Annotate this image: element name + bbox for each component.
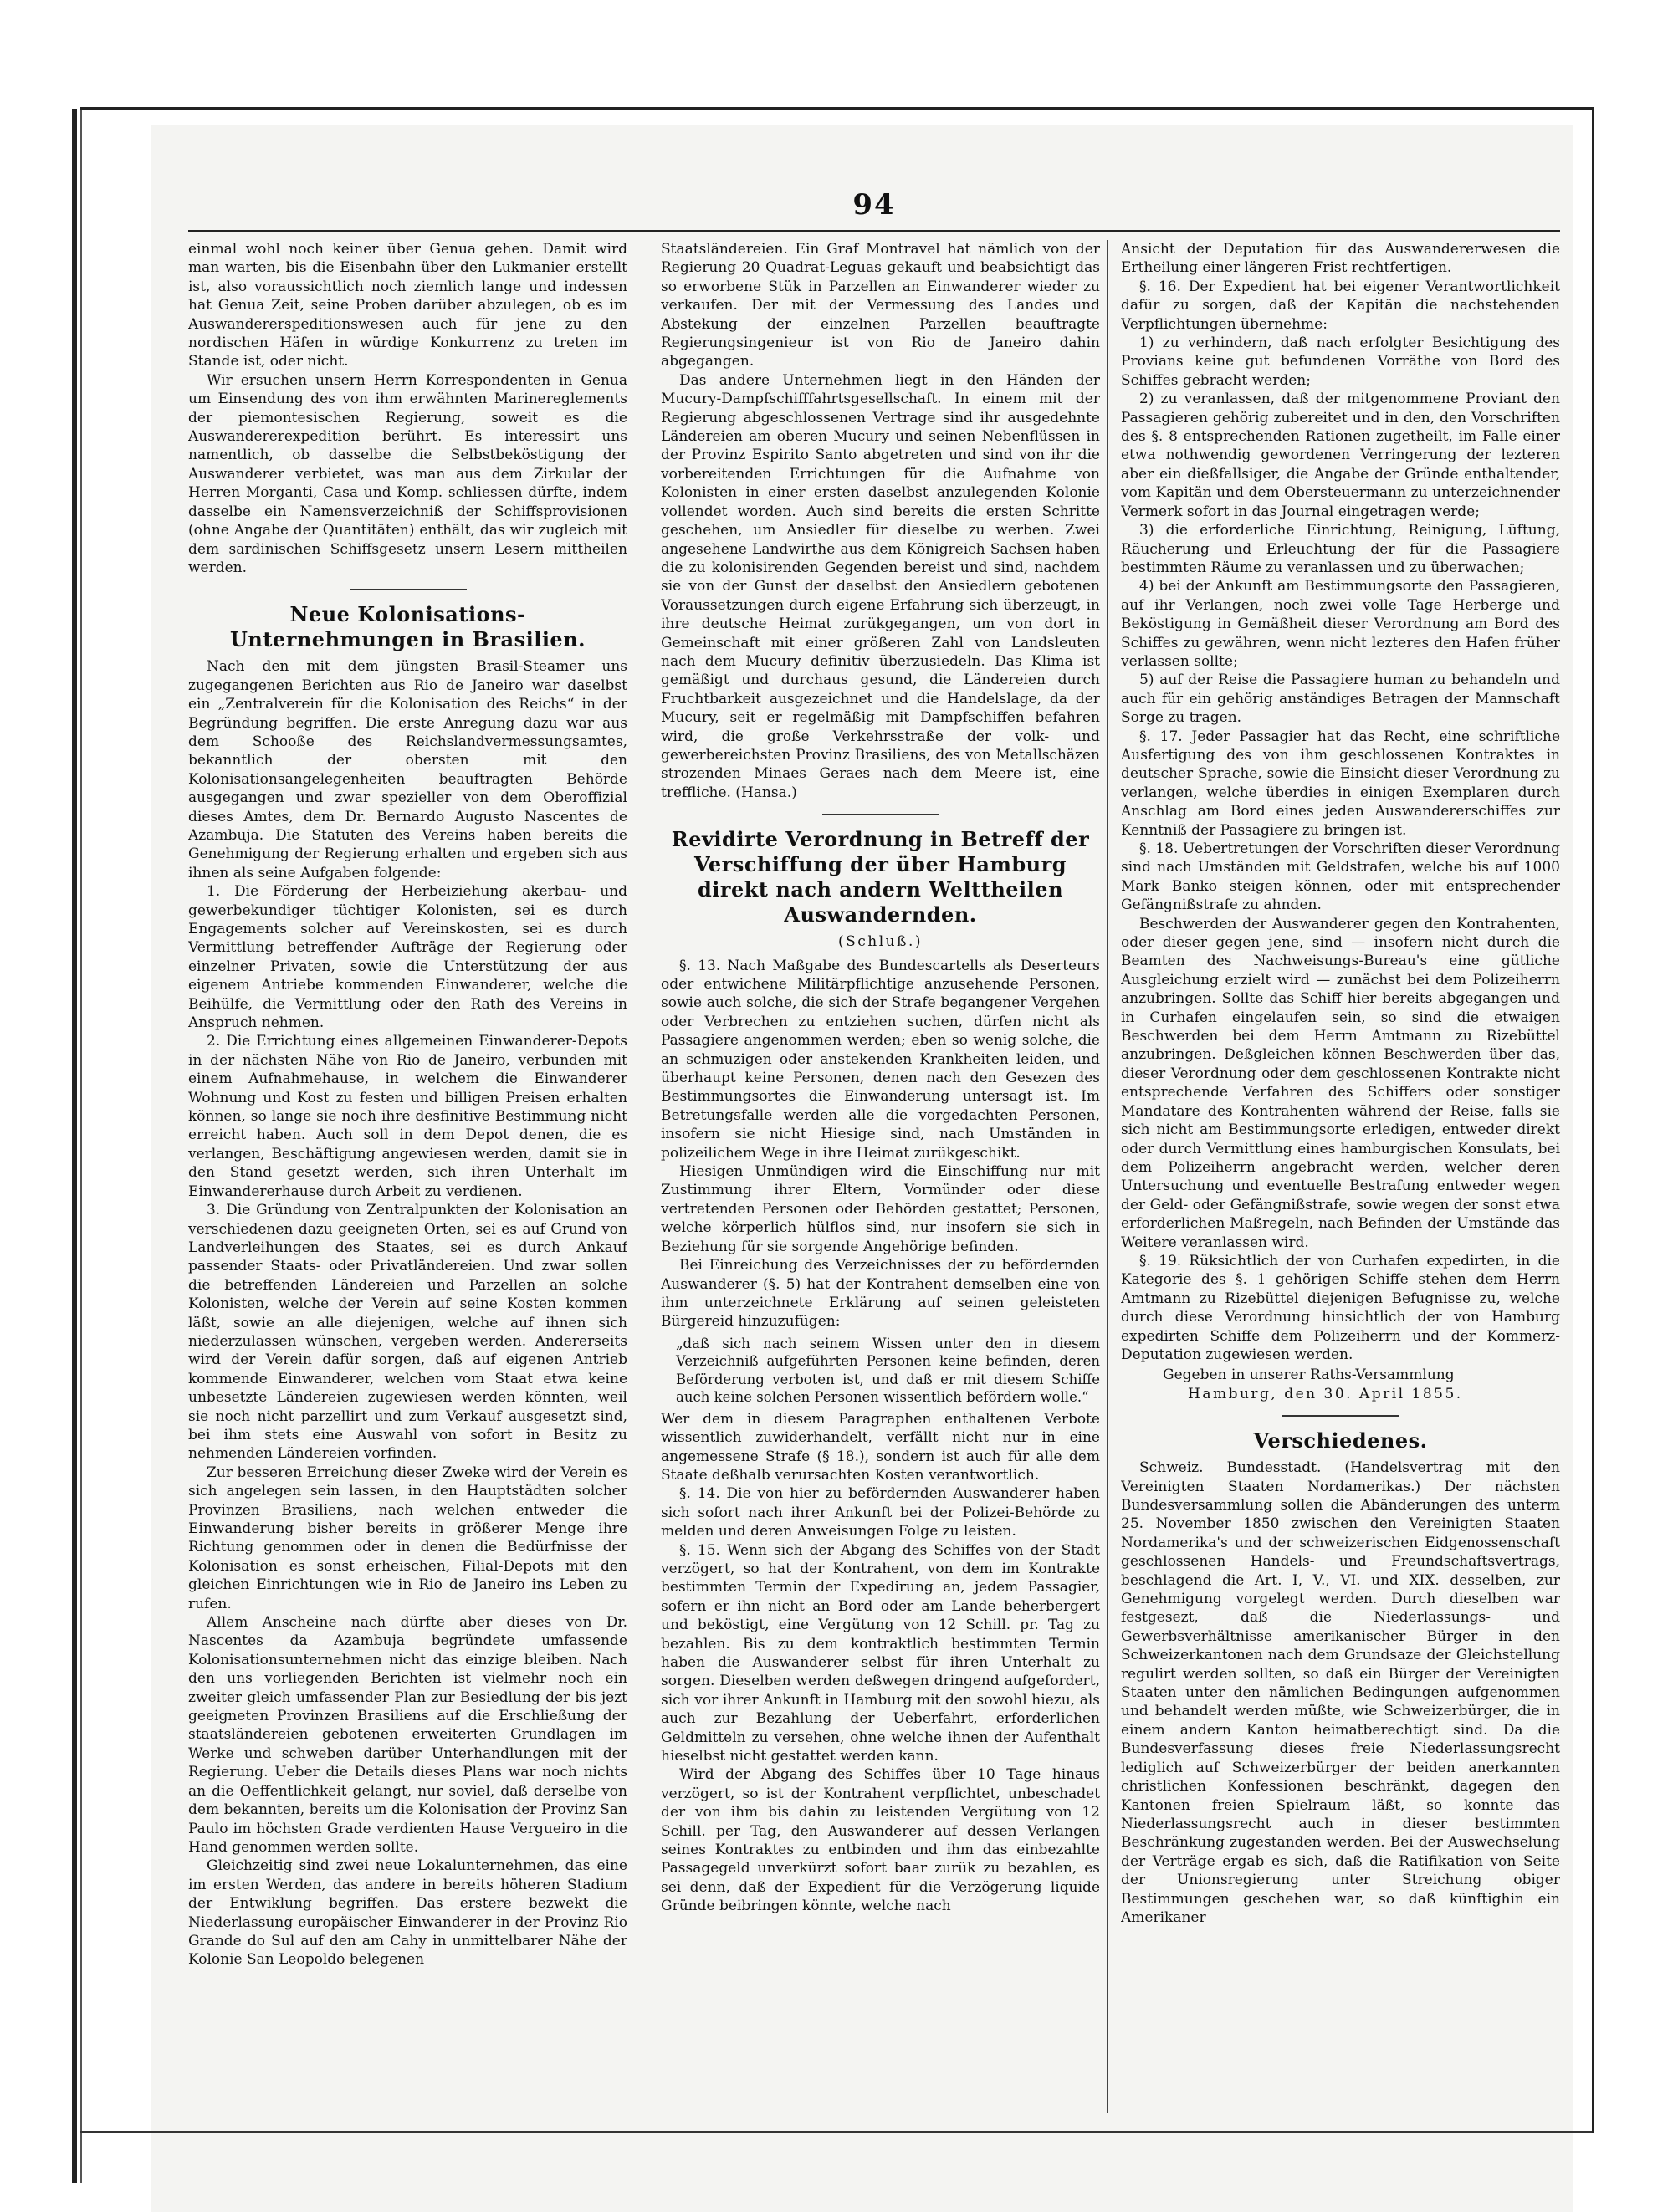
article-paragraph: Gleichzeitig sind zwei neue Lokalunternehmen, das eine im ersten Werden, das andere in bereits höheren Stadium der Entwiklung begriffen. Das erstere bezwekt die Niederlassung europäischer Einwanderer in der Provinz Rio Grande do Sul auf den am Cahy in unmittelbarer Nähe der Kolonie San Leopoldo belegenen (188, 1857, 627, 1969)
article-separator (350, 589, 467, 590)
signature-date: Hamburg, den 30. April 1855. (1188, 1385, 1463, 1402)
article-paragraph: Hiesigen Unmündigen wird die Einschiffung nur mit Zustimmung ihrer Eltern, Vormünder oder diese vertretenden Personen oder Behörden gestattet; Personen, welche körperlich hülflos sind, nur insofern sie sich in Beziehung für sie sorgende Angehörige befinden. (661, 1163, 1100, 1255)
article-paragraph: 3. Die Gründung von Zentralpunkten der Kolonisation an verschiedenen dazu geeigneten Orten, sei es auf Grund von Landverleihungen des Staates, sei es durch Ankauf passender Staats- oder Privatländereien. Und zwar sollen die betreffenden Ländereien und Parzellen an solche Kolonisten, welche der Verein auf seine Kosten kommen läßt, sowie an alle diejenigen, welche auf ihnen sich niederzulassen wünschen, vergeben werden. Andererseits wird der Verein dafür sorgen, daß auf eigenen Antrieb kommende Einwanderer, welchen vom Staat etwa keine unbesetzte Ländereien zugewiesen werden könnten, weil sie noch nicht parzellirt und zum Verkauf ausgesetzt sind, bei ihm stets eine Auswahl von sofort in Besitz zu nehmenden Ländereien vorfinden. (188, 1202, 627, 1463)
article-heading: Verschiedenes. (1253, 1428, 1428, 1453)
article-paragraph: Wird der Abgang des Schiffes über 10 Tage hinaus verzögert, so ist der Kontrahent verpflichtet, unbeschadet der von ihm bis dahin zu leistenden Vergütung von 12 Schill. per Tag, den Auswanderer auf dessen Verlangen seines Kontraktes zu entbinden und ihm das einbezahlte Passagegeld unverkürzt sofort baar zurük zu bezahlen, es sei denn, daß der Expedient für die Verzögerung liquide Gründe beibringen könnte, welche nach (661, 1766, 1100, 1915)
article-paragraph: Ansicht der Deputation für das Auswandererwesen die Ertheilung einer längeren Frist rechtfertigen. (1121, 241, 1560, 277)
column-divider (1107, 240, 1108, 2113)
article-paragraph: §. 14. Die von hier zu befördernden Auswanderer haben sich sofort nach ihrer Ankunft bei der Polizei-Behörde zu melden und deren Anweisungen Folge zu leisten. (661, 1485, 1100, 1540)
article-paragraph: Nach den mit dem jüngsten Brasil-Steamer uns zugegangenen Berichten aus Rio de Janeiro war daselbst ein „Zentralverein für die Kolonisation des Reichs“ in der Begründung begriffen. Die erste Anregung dazu war aus dem Schooße des Reichslandvermessungsamtes, bekanntlich der obersten mit den Kolonisationsangelegenheiten beauftragten Behörde ausgegangen und zwar spezieller von dem Oberoffizial dieses Amtes, dem Dr. Bernardo Augusto Nascentes de Azambuja. Die Statuten des Vereins haben bereits die Genehmigung der Regierung erhalten und ergeben sich aus ihnen als seine Aufgaben folgende: (188, 658, 627, 881)
column-2 (661, 240, 1100, 2113)
article-paragraph: Wer dem in diesem Paragraphen enthaltenen Verbote wissentlich zuwiderhandelt, verfällt nicht nur in eine angemessene Strafe (§ 18.), sondern ist auch für alle dem Staate deßhalb verursachten Kosten verantwortlich. (661, 1410, 1100, 1484)
page-border-right (1592, 107, 1594, 2133)
article-paragraph: Zur besseren Erreichung dieser Zweke wird der Verein es sich angelegen sein lassen, in den Hauptstädten solcher Provinzen Brasiliens, nach welchen entweder die Einwanderung bisher bereits in größerer Menge ihre Richtung genommen oder in denen die Bedürfnisse der Kolonisation es sonst erheischen, Filial-Depots mit den gleichen Einrichtungen wie in Rio de Janeiro ins Leben zu rufen. (188, 1464, 627, 1612)
newspaper-page (188, 188, 1560, 2128)
article-paragraph: 1) zu verhindern, daß nach erfolgter Besichtigung des Provians keine gut befundenen Vorräthe von Bord des Schiffes gebracht werden; (1121, 335, 1560, 389)
quote-text: „daß sich nach seinem Wissen unter den in diesem Verzeichniß aufgeführten Personen keine befinden, deren Beförderung verboten ist, und daß er mit diesem Schiffe auch keine solchen Personen wissentlich befördern wolle.“ (676, 1335, 1100, 1406)
article-paragraph: Wir ersuchen unsern Herrn Korrespondenten in Genua um Einsendung des von ihm erwähnten Marinereglements der piemontesischen Regierung, soweit es die Auswandererexpedition berührt. Es interessirt uns namentlich, ob dasselbe die Selbstbeköstigung der Auswanderer verbietet, was man aus dem Zirkular der Herren Morganti, Casa und Komp. schliessen dürfte, indem dasselbe ein Namensverzeichniß der Schiffsprovisionen (ohne Angabe der Quantitäten) enthält, das wir zugleich mit dem sardinischen Schiffsgesetz unsern Lesern mittheilen werden. (188, 371, 627, 576)
page-border-bottom (80, 2131, 1594, 2133)
binding-edge (72, 109, 77, 2183)
article-paragraph: §. 17. Jeder Passagier hat das Recht, eine schriftliche Ausfertigung des von ihm geschlossenen Kontraktes in deutscher Sprache, sowie die Einsicht dieser Verordnung zu verlangen, welche überdies in einigen Exemplaren durch Anschlag am Bord eines jeden Auswandererschiffes zur Kenntniß der Passagiere zu bringen ist. (1121, 728, 1560, 839)
article-paragraph: 5) auf der Reise die Passagiere human zu behandeln und auch für ein gehörig anständiges Betragen der Mannschaft Sorge zu tragen. (1121, 672, 1560, 727)
page-number: 94 (852, 188, 896, 222)
article-heading: Neue Kolonisations-Unternehmungen in Brasilien. (229, 602, 586, 652)
article-paragraph: §. 18. Uebertretungen der Vorschriften dieser Verordnung sind nach Umständen mit Geldstrafen, welche bis auf 1000 Mark Banko steigen können, oder mit entsprechender Gefängnißstrafe zu ahnden. (1121, 840, 1560, 914)
article-separator (1282, 1415, 1399, 1417)
article-paragraph: §. 15. Wenn sich der Abgang des Schiffes von der Stadt verzögert, so hat der Kontrahent, von dem im Kontrakte bestimmten Termin der Expedirung an, jedem Passagier, sofern er ihn nicht an Bord oder am Lande beherbergert und beköstigt, eine Vergütung von 12 Schill. pr. Tag zu bezahlen. Bis zu dem kontraktlich bestimmten Termin haben die Auswanderer selbst für ihren Unterhalt zu sorgen. Dieselben werden deßwegen dringend aufgefordert, sich vor ihrer Ankunft in Hamburg mit den sowohl hiezu, als auch zur Bezahlung der Ueberfahrt, erforderlichen Geldmitteln zu versehen, ohne welche ihnen der Aufenthalt hieselbst nicht gestattet werden kann. (661, 1541, 1100, 1765)
article-paragraph: Bei Einreichung des Verzeichnisses der zu befördernden Auswanderer (§. 5) hat der Kontrahent demselben eine von ihm unterzeichnete Erklärung auf seinen geleisteten Bürgereid hinzuzufügen: (661, 1257, 1100, 1331)
article-paragraph: Staatsländereien. Ein Graf Montravel hat nämlich von der Regierung 20 Quadrat-Leguas gekauft und beabsichtigt das so erworbene Stük in Parzellen an Einwanderer wieder zu verkaufen. Der mit der Vermessung des Landes und Abstekung der einzelnen Parzellen beauftragte Regierungsingenieur ist von Rio de Janeiro dahin abgegangen. (661, 241, 1100, 370)
article-paragraph: §. 19. Rüksichtlich der von Curhafen expedirten, in die Kategorie des §. 1 gehörigen Schiffe stehen dem Herrn Amtmann zu Rizebüttel diejenigen Befugnisse zu, welche durch diese Verordnung hinsichtlich der von Hamburg expedirten Schiffe dem Polizeiherrn und der Kommerz-Deputation zugewiesen werden. (1121, 1252, 1560, 1363)
article-paragraph: §. 16. Der Expedient hat bei eigener Verantwortlichkeit dafür zu sorgen, daß der Kapitän die nachstehenden Verpflichtungen übernehme: (1121, 278, 1560, 333)
signature-line: Gegeben in unserer Raths-Versammlung (1163, 1367, 1455, 1384)
article-paragraph: §. 13. Nach Maßgabe des Bundescartells als Deserteurs oder entwichene Militärpflichtige anzusehende Personen, sowie auch solche, die sich der Strafe begangener Vergehen oder Verbrechen zu entziehen suchen, dürfen nicht als Passagiere angenommen werden; eben so wenig solche, die an schmuzigen oder anstekenden Krankheiten leiden, und überhaupt keine Personen, denen nach den Gesezen des Bestimmungsortes die Einwanderung untersagt ist. Im Betretungsfalle werden alle die vorgedachten Personen, insofern sie nicht Hiesige sind, nach Umständen in polizeilichem Wege in ihre Heimat zurükgeschikt. (661, 957, 1100, 1162)
article-paragraph: Schweiz. Bundesstadt. (Handelsvertrag mit den Vereinigten Staaten Nordamerikas.) Der nächsten Bundesversammlung sollen die Abänderungen des unterm 25. November 1850 zwischen den Vereinigten Staaten Nordamerika's und der schweizerischen Eidgenossenschaft geschlossenen Handels- und Freundschaftsvertrags, beschlagend die Art. I, V., VI. und XIX. desselben, zur Genehmigung vorgelegt werden. Durch dieselben war festgesezt, daß die Niederlassungs- und Gewerbsverhältnisse amerikanischer Bürger in den Schweizerkantonen nach dem Grundsaze der Gleichstellung regulirt werden sollten, so daß ein Bürger der Vereinigten Staaten unter den nämlichen Bedingungen aufgenommen und behandelt werden müßte, wie Schweizerbürger, die in einem andern Kanton heimatberechtigt sind. Da die Bundesverfassung dieses freie Niederlassungsrecht lediglich auf Schweizerbürger der beiden anerkannten christlichen Konfessionen beschränkt, dagegen den Kantonen freien Spielraum läßt, so konnte das Niederlassungsrecht auch in dieser bestimmten Beschränkung zugestanden werden. Bei der Auswechselung der Verträge ergab es sich, daß die Ratifikation von Seite der Unionsregierung unter Streichung obiger Bestimmungen geschehen war, so daß künftighin ein Amerikaner (1121, 1459, 1560, 1926)
column-3 (1121, 240, 1560, 2113)
column-1 (188, 240, 627, 2113)
article-separator (822, 814, 939, 815)
binding-edge-inner (80, 109, 82, 2183)
article-paragraph: 1. Die Förderung der Herbeiziehung akerbau- und gewerbekundiger tüchtiger Kolonisten, sei es durch Engagements solcher auf Vereinskosten, sei es durch Vermittlung betreffender Aufträge der Regierung oder einzelner Privaten, sowie die Unterstützung der aus eigenem Antriebe kommenden Einwanderer, welche die Beihülfe, die Vermittlung oder den Rath des Vereins in Anspruch nehmen. (188, 883, 627, 1032)
article-paragraph: 3) die erforderliche Einrichtung, Reinigung, Lüftung, Räucherung und Erleuchtung der für die Passagiere bestimmten Räume zu veranlassen und zu überwachen; (1121, 522, 1560, 576)
article-paragraph: Allem Anscheine nach dürfte aber dieses von Dr. Nascentes da Azambuja begründete umfassende Kolonisationsunternehmen nicht das einzige bleiben. Nach den uns vorliegenden Berichten ist vielmehr noch ein zweiter gleich umfassender Plan zur Besiedlung der bis jezt geeigneten Provinzen Brasiliens auf die Erschließung der staatsländereien gebotenen erweiterten Grundlagen im Werke und schweben darüber Unterhandlungen mit der Regierung. Ueber die Details dieses Plans war noch nichts an die Oeffentlichkeit gelangt, nur soviel, daß derselbe von dem bekannten, bereits um die Kolonisation der Provinz San Paulo im höchsten Grade verdienten Hause Vergueiro in die Hand genommen werden sollte. (188, 1614, 627, 1856)
header-rule (188, 230, 1560, 232)
page-border-top (80, 107, 1594, 110)
article-paragraph: einmal wohl noch keiner über Genua gehen. Damit wird man warten, bis die Eisenbahn über den Lukmanier erstellt ist, also voraussichtlich noch ziemlich lange und indessen hat Genua Zeit, seine Proben darüber abzulegen, ob es im Auswandererspeditionswesen auch für jene zu den nordischen Häfen in würdige Konkurrenz zu treten im Stande ist, oder nicht. (188, 241, 627, 370)
article-heading: Revidirte Verordnung in Betreff der Verschiffung der über Hamburg direkt nach andern Welttheilen Auswandernden. (671, 827, 1090, 927)
article-subheading: (Schluß.) (837, 933, 923, 951)
margin-right (1573, 0, 1673, 2212)
quoted-declaration (676, 1335, 1100, 1407)
article-paragraph: Das andere Unternehmen liegt in den Händen der Mucury-Dampfschifffahrtsgesellschaft. In einem mit der Regierung abgeschlossenen Vertrage sind ihr ausgedehnte Ländereien am oberen Mucury und seinen Nebenflüssen in der Provinz Espirito Santo abgetreten und sind von ihr die vorbereitenden Errichtungen für die Aufnahme von Kolonisten in einer ersten daselbst anzulegenden Kolonie vollendet worden. Auch sind bereits die ersten Schritte geschehen, um Ansiedler für dieselbe zu werben. Zwei angesehene Landwirthe aus dem Königreich Sachsen haben die zu kolonisirenden Gegenden bereist und sind, nachdem sie von der Gunst der daselbst den Ansiedlern gebotenen Voraussetzungen durch eigene Erfahrung sich überzeugt, in ihre deutsche Heimat zurükgegangen, um von dort in Gemeinschaft mit einer größeren Zahl von Landsleuten nach dem Mucury definitiv überzusiedeln. Das Klima ist gemäßigt und durchaus gesund, die Ländereien durch Fruchtbarkeit ausgezeichnet und die Handelslage, da der Mucury, seit er regelmäßig mit Dampfschiffen befahren wird, die große Verkehrsstraße der volk- und gewerbereichsten Provinz Brasiliens, des von Metallschäzen strozenden Minaes Geraes nach dem Meere ist, eine treffliche. (Hansa.) (661, 371, 1100, 801)
article-paragraph: 2. Die Errichtung eines allgemeinen Einwanderer-Depots in der nächsten Nähe von Rio de Janeiro, verbunden mit einem Aufnahmehause, in welchem die Einwanderer Wohnung und Kost zu festen und billigen Preisen erhalten können, so lange sie noch ihre desfinitive Bestimmung nicht erreicht haben. Auch soll in dem Depot denen, die es verlangen, Beschäftigung angewiesen werden, damit sie in den Stand gesetzt werden, sich ihren Unterhalt im Einwandererhause durch Arbeit zu verdienen. (188, 1033, 627, 1200)
article-paragraph: 4) bei der Ankunft am Bestimmungsorte den Passagieren, auf ihr Verlangen, noch zwei volle Tage Herberge und Beköstigung in Gemäßheit dieser Verordnung am Bord des Schiffes zu gewähren, wenn nicht lezteres den Hafen früher verlassen sollte; (1121, 578, 1560, 670)
article-paragraph: Beschwerden der Auswanderer gegen den Kontrahenten, oder dieser gegen jene, sind — insofern nicht durch die Beamten des Nachweisungs-Bureau's eine gütliche Ausgleichung erzielt wird — zunächst bei dem Polizeiherrn anzubringen. Sollte das Schiff hier bereits abgegangen und in Curhafen eingelaufen sein, so sind die etwaigen Beschwerden bei dem Herrn Amtmann zu Rizebüttel anzubringen. Deßgleichen können Beschwerden über das, dieser Verordnung oder dem geschlossenen Kontrakte nicht entsprechende Verfahren des Schiffers oder sonstiger Mandatare des Kontrahenten während der Reise, falls sie sich nicht am Bestimmungsorte erledigen, entweder direkt oder durch Vermittlung eines hamburgischen Konsulats, bei dem Polizeiherrn angebracht werden, welcher deren Untersuchung und eventuelle Bestrafung entweder wegen der Geld- oder Gefängnißstrafe, sowie wegen der sonst etwa erforderlichen Maßregeln, nach Befinden der Umstände das Weitere veranlassen wird. (1121, 915, 1560, 1251)
article-paragraph: 2) zu veranlassen, daß der mitgenommene Proviant den Passagieren gehörig zubereitet und in den, den Vorschriften des §. 8 entsprechenden Rationen zugetheilt, im Falle einer etwa nothwendig gewordenen Verringerung der lezteren aber ein dießfallsiger, die Angabe der Gründe enthaltender, vom Kapitän und dem Obersteuermann zu unterzeichnender Vermerk sofort in das Journal eingetragen werde; (1121, 391, 1560, 520)
